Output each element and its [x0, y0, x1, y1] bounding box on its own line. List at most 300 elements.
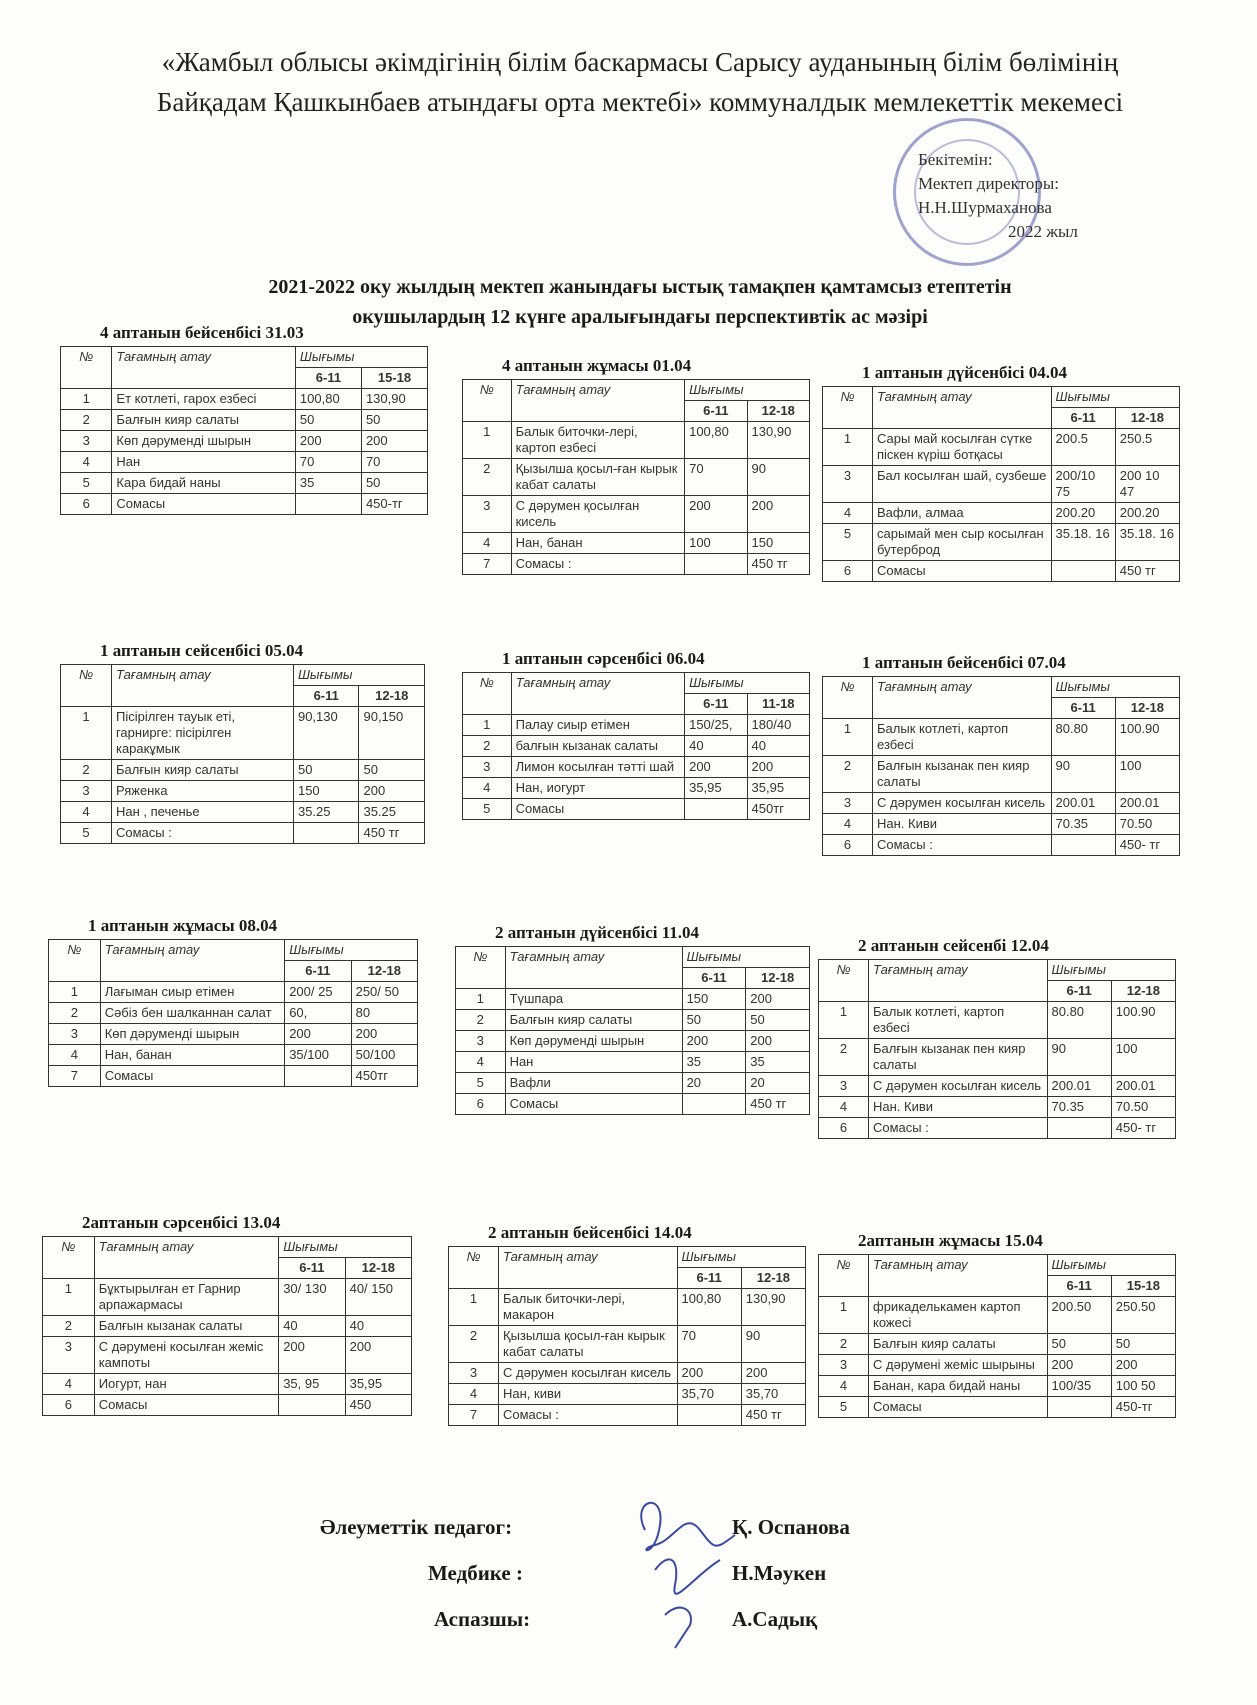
day-menu-block — [818, 935, 1176, 1139]
portion-older: 200 — [741, 1363, 805, 1384]
age-group-header: 6-11 — [1051, 698, 1115, 719]
table-row — [61, 410, 428, 431]
portion-older: 80 — [351, 1003, 417, 1024]
dish-name: Палау сиыр етімен — [511, 715, 685, 736]
portion-older: 450 тг — [741, 1405, 805, 1426]
row-number: 2 — [449, 1326, 499, 1363]
table-row — [823, 466, 1180, 503]
portion-6-11: 100/35 — [1047, 1376, 1111, 1397]
day-title: 2аптанын сәрсенбісі 13.04 — [82, 1213, 281, 1232]
portion-older: 450 — [345, 1395, 411, 1416]
table-header-row — [449, 1247, 806, 1268]
col-output-header: Шығымы — [677, 1247, 806, 1268]
table-row — [823, 756, 1180, 793]
row-number: 7 — [463, 554, 512, 575]
table-row — [819, 1002, 1176, 1039]
portion-older: 450 тг — [1115, 561, 1179, 582]
dish-name: Иогурт, нан — [94, 1374, 279, 1395]
portion-6-11 — [1047, 1118, 1111, 1139]
portion-older: 200 — [359, 781, 425, 802]
signature-row — [320, 1515, 512, 1540]
row-number: 3 — [463, 496, 512, 533]
row-number: 2 — [456, 1010, 506, 1031]
dish-name: С дәрумені косылған жеміс кампоты — [94, 1337, 279, 1374]
age-group-header: 12-18 — [351, 961, 417, 982]
portion-6-11 — [685, 554, 747, 575]
approval-block — [918, 148, 1118, 244]
menu-table — [60, 346, 428, 515]
portion-6-11: 150 — [682, 989, 746, 1010]
menu-table — [48, 939, 418, 1087]
age-group-header: 6-11 — [293, 686, 359, 707]
portion-older: 70.50 — [1111, 1097, 1175, 1118]
col-dish-header: Тағамның атау — [112, 347, 296, 389]
portion-6-11 — [685, 799, 747, 820]
dish-name: С дәрумен қосылған кисель — [511, 496, 685, 533]
dish-name: Нан. Киви — [873, 814, 1052, 835]
table-row — [823, 524, 1180, 561]
portion-6-11: 70 — [295, 452, 361, 473]
dish-name: Пісірілген тауык еті, гарнирге: пісірілген каракұмык — [111, 707, 293, 760]
table-row — [823, 814, 1180, 835]
portion-6-11: 100,80 — [685, 422, 747, 459]
table-row — [819, 1076, 1176, 1097]
age-group-header: 12-18 — [1115, 698, 1179, 719]
col-number-header: № — [61, 347, 112, 389]
col-dish-header: Тағамның атау — [100, 940, 285, 982]
portion-6-11 — [279, 1395, 345, 1416]
col-output-header: Шығымы — [293, 665, 424, 686]
portion-6-11: 35,70 — [677, 1384, 741, 1405]
portion-6-11: 35,95 — [685, 778, 747, 799]
portion-older: 40 — [345, 1316, 411, 1337]
table-header-row — [823, 387, 1180, 408]
portion-older: 100 — [1115, 756, 1179, 793]
row-number: 2 — [43, 1316, 95, 1337]
row-number: 3 — [456, 1031, 506, 1052]
col-dish-header: Тағамның атау — [499, 1247, 678, 1289]
day-menu-block — [822, 652, 1180, 856]
dish-name: Сомасы — [873, 561, 1052, 582]
table-row — [61, 494, 428, 515]
row-number: 3 — [449, 1363, 499, 1384]
dish-name: Балык биточки-лері, макарон — [499, 1289, 678, 1326]
portion-6-11: 40 — [279, 1316, 345, 1337]
table-row — [456, 1052, 810, 1073]
menu-table — [822, 676, 1180, 856]
portion-older: 450тг — [747, 799, 809, 820]
dish-name: Лимон косылған тәтті шай — [511, 757, 685, 778]
portion-older: 200 — [747, 757, 809, 778]
dish-name: Нан, киви — [499, 1384, 678, 1405]
row-number: 5 — [61, 473, 112, 494]
portion-older: 130,90 — [747, 422, 809, 459]
menu-table — [818, 959, 1176, 1139]
portion-6-11: 35.18. 16 — [1051, 524, 1115, 561]
table-row — [463, 496, 810, 533]
table-row — [823, 561, 1180, 582]
day-title: 1 аптанын сейсенбісі 05.04 — [100, 641, 304, 660]
day-menu-block — [822, 362, 1180, 582]
approval-line-2: Мектеп директоры: — [918, 174, 1059, 193]
row-number: 1 — [463, 422, 512, 459]
day-menu-block — [60, 640, 425, 844]
table-row — [463, 715, 810, 736]
menu-table — [822, 386, 1180, 582]
row-number: 1 — [49, 982, 101, 1003]
age-group-header: 6-11 — [685, 694, 747, 715]
dish-name: Банан, кара бидай наны — [869, 1376, 1048, 1397]
portion-6-11: 40 — [685, 736, 747, 757]
table-row — [463, 459, 810, 496]
portion-older: 20 — [746, 1073, 810, 1094]
portion-older: 100 — [1111, 1039, 1175, 1076]
portion-6-11: 50 — [682, 1010, 746, 1031]
table-header-row — [43, 1237, 412, 1258]
col-dish-header: Тағамның атау — [869, 960, 1048, 1002]
row-number: 2 — [61, 410, 112, 431]
col-output-header: Шығымы — [1051, 387, 1180, 408]
day-menu-block — [462, 355, 810, 575]
table-row — [449, 1326, 806, 1363]
col-number-header: № — [823, 387, 873, 429]
portion-older: 35,70 — [741, 1384, 805, 1405]
table-row — [61, 389, 428, 410]
approval-line-3: Н.Н.Шурмаханова — [918, 198, 1052, 217]
row-number: 4 — [819, 1376, 869, 1397]
table-header-row — [823, 677, 1180, 698]
portion-older: 450 тг — [359, 823, 425, 844]
age-group-header: 12-18 — [345, 1258, 411, 1279]
portion-6-11: 35, 95 — [279, 1374, 345, 1395]
dish-name: Түшпара — [505, 989, 682, 1010]
table-row — [43, 1395, 412, 1416]
row-number: 6 — [823, 561, 873, 582]
portion-older: 150 — [747, 533, 809, 554]
col-dish-header: Тағамның атау — [511, 673, 685, 715]
menu-table — [818, 1254, 1176, 1418]
col-output-header: Шығымы — [682, 947, 809, 968]
col-number-header: № — [61, 665, 112, 707]
portion-6-11 — [682, 1094, 746, 1115]
portion-older: 200 — [345, 1337, 411, 1374]
portion-6-11: 50 — [295, 410, 361, 431]
col-output-header: Шығымы — [685, 673, 810, 694]
day-menu-block — [818, 1230, 1176, 1418]
portion-6-11: 200.01 — [1047, 1076, 1111, 1097]
col-number-header: № — [823, 677, 873, 719]
portion-6-11: 60, — [285, 1003, 351, 1024]
table-row — [463, 554, 810, 575]
day-title: 2аптанын жұмасы 15.04 — [858, 1231, 1043, 1250]
portion-6-11: 200 — [682, 1031, 746, 1052]
row-number: 6 — [43, 1395, 95, 1416]
dish-name: Балык биточки-лері, картоп езбесі — [511, 422, 685, 459]
portion-older: 90,150 — [359, 707, 425, 760]
table-row — [463, 778, 810, 799]
col-output-header: Шығымы — [685, 380, 810, 401]
col-dish-header: Тағамның атау — [873, 387, 1052, 429]
table-row — [61, 802, 425, 823]
portion-older: 200.01 — [1115, 793, 1179, 814]
age-group-header: 12-18 — [1111, 981, 1175, 1002]
row-number: 4 — [449, 1384, 499, 1405]
row-number: 4 — [819, 1097, 869, 1118]
portion-older: 50 — [361, 473, 427, 494]
portion-older: 50/100 — [351, 1045, 417, 1066]
dish-name: Сәбіз бен шалканнан салат — [100, 1003, 285, 1024]
row-number: 2 — [819, 1334, 869, 1355]
portion-6-11: 90 — [1047, 1039, 1111, 1076]
table-header-row — [49, 940, 418, 961]
dish-name: фрикаделькамен картоп кожесі — [869, 1297, 1048, 1334]
portion-older: 450- тг — [1111, 1118, 1175, 1139]
dish-name: Сомасы — [112, 494, 296, 515]
day-menu-block — [60, 322, 428, 515]
portion-6-11: 30/ 130 — [279, 1279, 345, 1316]
table-row — [456, 1094, 810, 1115]
table-row — [463, 422, 810, 459]
portion-older: 450-тг — [361, 494, 427, 515]
col-number-header: № — [819, 1255, 869, 1297]
table-row — [819, 1397, 1176, 1418]
table-row — [456, 1010, 810, 1031]
dish-name: Балык котлеті, картоп езбесі — [869, 1002, 1048, 1039]
table-row — [823, 719, 1180, 756]
table-header-row — [61, 347, 428, 368]
menu-table — [455, 946, 810, 1115]
day-title: 1 аптанын бейсенбісі 07.04 — [862, 653, 1066, 672]
portion-6-11: 35 — [682, 1052, 746, 1073]
table-row — [463, 736, 810, 757]
row-number: 4 — [61, 452, 112, 473]
portion-older: 35.18. 16 — [1115, 524, 1179, 561]
portion-older: 450-тг — [1111, 1397, 1175, 1418]
portion-6-11: 50 — [293, 760, 359, 781]
portion-6-11 — [1051, 835, 1115, 856]
table-row — [61, 781, 425, 802]
dish-name: С дәрумені жеміс шырыны — [869, 1355, 1048, 1376]
header-line-2: Байқадам Қашкынбаев атындағы орта мектебі» коммуналдык мемлекеттік мекемесі — [156, 87, 1124, 117]
age-group-header: 6-11 — [295, 368, 361, 389]
portion-6-11: 70.35 — [1051, 814, 1115, 835]
age-group-header: 6-11 — [1047, 1276, 1111, 1297]
portion-6-11 — [1047, 1397, 1111, 1418]
col-output-header: Шығымы — [285, 940, 418, 961]
col-output-header: Шығымы — [295, 347, 427, 368]
portion-older: 35,95 — [345, 1374, 411, 1395]
table-header-row — [819, 1255, 1176, 1276]
portion-6-11: 200 — [685, 757, 747, 778]
menu-table — [42, 1236, 412, 1416]
col-dish-header: Тағамның атау — [505, 947, 682, 989]
signature-role: Аспазшы: — [434, 1607, 531, 1631]
table-row — [43, 1316, 412, 1337]
approval-line-1: Бекітемін: — [918, 150, 993, 169]
portion-6-11: 150 — [293, 781, 359, 802]
dish-name: Қызылша қосыл-ған кырык кабат салаты — [499, 1326, 678, 1363]
age-group-header: 12-18 — [359, 686, 425, 707]
table-row — [61, 823, 425, 844]
row-number: 6 — [456, 1094, 506, 1115]
age-group-header: 12-18 — [1115, 408, 1179, 429]
col-dish-header: Тағамның атау — [111, 665, 293, 707]
dish-name: Сомасы — [100, 1066, 285, 1087]
col-number-header: № — [456, 947, 506, 989]
table-row — [449, 1405, 806, 1426]
portion-6-11 — [295, 494, 361, 515]
dish-name: Көп дәруменді шырын — [112, 431, 296, 452]
table-row — [463, 533, 810, 554]
dish-name: С дәрумен косылған кисель — [873, 793, 1052, 814]
menu-table — [60, 664, 425, 844]
row-number: 5 — [61, 823, 112, 844]
table-header-row — [463, 673, 810, 694]
dish-name: Нан, банан — [511, 533, 685, 554]
row-number: 5 — [463, 799, 512, 820]
table-row — [819, 1355, 1176, 1376]
portion-6-11: 100 — [685, 533, 747, 554]
age-group-header: 11-18 — [747, 694, 809, 715]
table-row — [61, 452, 428, 473]
portion-6-11: 100,80 — [295, 389, 361, 410]
age-group-header: 6-11 — [685, 401, 747, 422]
portion-older: 100.90 — [1115, 719, 1179, 756]
portion-6-11: 150/25, — [685, 715, 747, 736]
dish-name: Балғын кызанак пен кияр салаты — [869, 1039, 1048, 1076]
portion-6-11: 200/ 25 — [285, 982, 351, 1003]
header-line-1: «Жамбыл облысы әкімдігінің білім баскармасы Сарысу ауданының білім бөлімінің — [161, 47, 1119, 77]
row-number: 5 — [819, 1397, 869, 1418]
portion-older: 70.50 — [1115, 814, 1179, 835]
table-row — [823, 429, 1180, 466]
title-line-1: 2021-2022 оку жылдың мектеп жанындағы ыстық тамақпен қамтамсыз етептетін — [268, 276, 1012, 298]
table-row — [819, 1097, 1176, 1118]
dish-name: Балык котлеті, картоп езбесі — [873, 719, 1052, 756]
row-number: 5 — [823, 524, 873, 561]
row-number: 1 — [823, 429, 873, 466]
day-title: 1 аптанын жұмасы 08.04 — [88, 916, 278, 935]
table-row — [819, 1376, 1176, 1397]
dish-name: Сары май косылған сүтке піскен күріш ботқасы — [873, 429, 1052, 466]
dish-name: Нан — [505, 1052, 682, 1073]
portion-older: 200 — [1111, 1355, 1175, 1376]
portion-older: 70 — [361, 452, 427, 473]
col-number-header: № — [463, 380, 512, 422]
portion-6-11: 200 — [285, 1024, 351, 1045]
portion-older: 450 тг — [746, 1094, 810, 1115]
row-number: 6 — [819, 1118, 869, 1139]
row-number: 2 — [463, 736, 512, 757]
title-line-2: окушылардың 12 күнге аралығындағы перспективтік ас мәзірі — [352, 306, 928, 328]
col-number-header: № — [819, 960, 869, 1002]
portion-6-11: 20 — [682, 1073, 746, 1094]
dish-name: Сомасы : — [873, 835, 1052, 856]
dish-name: Бал косылған шай, сузбеше — [873, 466, 1052, 503]
table-row — [819, 1118, 1176, 1139]
row-number: 2 — [823, 756, 873, 793]
row-number: 3 — [819, 1355, 869, 1376]
portion-6-11: 200 — [295, 431, 361, 452]
portion-6-11: 200 — [685, 496, 747, 533]
dish-name: С дәрумен косылған кисель — [499, 1363, 678, 1384]
dish-name: Сомасы — [94, 1395, 279, 1416]
col-dish-header: Тағамның атау — [873, 677, 1052, 719]
portion-older: 450 тг — [747, 554, 809, 575]
row-number: 2 — [463, 459, 512, 496]
row-number: 3 — [463, 757, 512, 778]
row-number: 1 — [463, 715, 512, 736]
portion-6-11 — [293, 823, 359, 844]
portion-older: 90 — [741, 1326, 805, 1363]
menu-table — [448, 1246, 806, 1426]
col-dish-header: Тағамның атау — [94, 1237, 279, 1279]
portion-older: 35.25 — [359, 802, 425, 823]
age-group-header: 15-18 — [1111, 1276, 1175, 1297]
dish-name: Нан , печенье — [111, 802, 293, 823]
day-title: 4 аптанын жұмасы 01.04 — [502, 356, 692, 375]
dish-name: Балғын кияр салаты — [112, 410, 296, 431]
table-row — [49, 1066, 418, 1087]
dish-name: Нан — [112, 452, 296, 473]
table-row — [449, 1289, 806, 1326]
dish-name: Сомасы : — [511, 554, 685, 575]
table-header-row — [456, 947, 810, 968]
dish-name: Сомасы — [511, 799, 685, 820]
handwritten-signature — [625, 1490, 745, 1650]
age-group-header: 12-18 — [747, 401, 809, 422]
table-header-row — [819, 960, 1176, 981]
dish-name: Нан, иогурт — [511, 778, 685, 799]
portion-6-11: 35.25 — [293, 802, 359, 823]
portion-6-11: 70 — [685, 459, 747, 496]
day-menu-block — [462, 648, 810, 820]
row-number: 4 — [49, 1045, 101, 1066]
portion-older: 180/40 — [747, 715, 809, 736]
row-number: 4 — [463, 778, 512, 799]
table-row — [823, 835, 1180, 856]
portion-6-11: 200 — [279, 1337, 345, 1374]
dish-name: Балғын кызанак пен кияр салаты — [873, 756, 1052, 793]
dish-name: Балғын кияр салаты — [869, 1334, 1048, 1355]
table-row — [456, 989, 810, 1010]
col-output-header: Шығымы — [279, 1237, 412, 1258]
dish-name: Сомасы — [869, 1397, 1048, 1418]
day-menu-block — [48, 915, 418, 1087]
dish-name: Балғын кияр салаты — [111, 760, 293, 781]
table-header-row — [463, 380, 810, 401]
table-row — [43, 1337, 412, 1374]
dish-name: Ет котлеті, гарох езбесі — [112, 389, 296, 410]
portion-older: 35 — [746, 1052, 810, 1073]
row-number: 7 — [49, 1066, 101, 1087]
portion-older: 90 — [747, 459, 809, 496]
col-number-header: № — [463, 673, 512, 715]
row-number: 4 — [463, 533, 512, 554]
table-row — [61, 760, 425, 781]
day-title: 2 аптанын сейсенбі 12.04 — [858, 936, 1049, 955]
portion-older: 100.90 — [1111, 1002, 1175, 1039]
table-row — [456, 1031, 810, 1052]
age-group-header: 12-18 — [746, 968, 810, 989]
dish-name: Көп дәруменді шырын — [100, 1024, 285, 1045]
portion-6-11: 200.20 — [1051, 503, 1115, 524]
portion-older: 200 10 47 — [1115, 466, 1179, 503]
row-number: 3 — [819, 1076, 869, 1097]
portion-6-11: 200/10 75 — [1051, 466, 1115, 503]
row-number: 1 — [449, 1289, 499, 1326]
portion-older: 250.5 — [1115, 429, 1179, 466]
